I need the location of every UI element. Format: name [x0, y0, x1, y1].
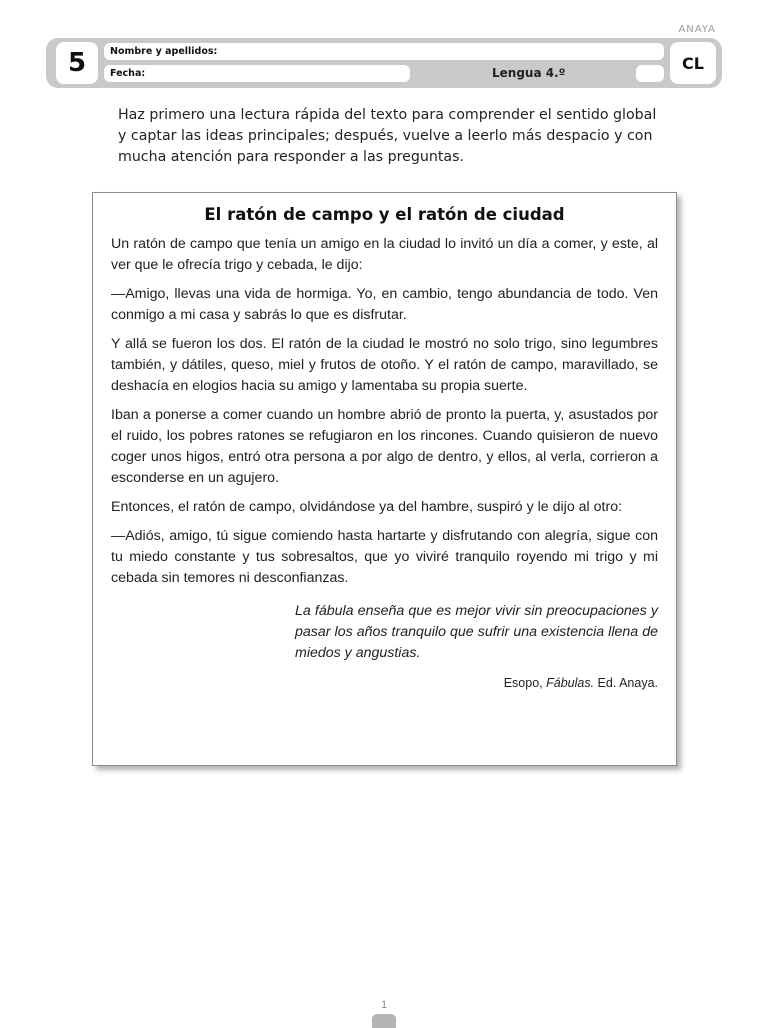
date-field[interactable]	[104, 65, 410, 82]
competence-code-badge: CL	[670, 42, 716, 84]
source-author: Esopo,	[503, 676, 547, 690]
story-paragraph: —Adiós, amigo, tú sigue comiendo hasta hartarte y disfrutando con alegría, sigue con tu miedo constante y tus sobresaltos, que yo viviré tranquilo royendo mi trigo y mi cebada sin temores ni desconfianzas.	[111, 528, 658, 586]
instructions: Haz primero una lectura rápida del texto para comprender el sentido global y captar las ideas principales; después, vuelve a leerlo más despacio y con mucha atención para responder a las preguntas.	[118, 107, 657, 165]
story-paragraph: Entonces, el ratón de campo, olvidándose ya del hambre, suspiró y le dijo al otro:	[111, 499, 623, 515]
story-paragraph: Y allá se fueron los dos. El ratón de la ciudad le mostró no solo trigo, sino legumbres también, y dátiles, queso, miel y frutos de otoño. Y el ratón de campo, maravillado, se deshacía en elogios hacia su amigo y lamentaba su propia suerte.	[111, 336, 658, 394]
course-blank-field[interactable]	[636, 65, 664, 82]
publisher-logo: ANAYA	[678, 24, 716, 35]
source-work: Fábulas.	[546, 676, 595, 690]
date-label: Fecha:	[110, 68, 146, 79]
unit-number-badge: 5	[56, 42, 98, 84]
story-paragraph: Un ratón de campo que tenía un amigo en la ciudad lo invitó un día a comer, y este, al ver que le ofrecía trigo y cebada, le dijo:	[111, 236, 658, 273]
story-title: El ratón de campo y el ratón de ciudad	[204, 205, 565, 224]
story-paragraph: Iban a ponerse a comer cuando un hombre abrió de pronto la puerta, y, asustados por el ruido, los pobres ratones se refugiaron en los rincones. Cuando quisieron de nuevo coger unos higos, entró otra persona a por algo de dentro, y ellos, al verla, corrieron a esconderse en un agujero.	[111, 407, 658, 486]
story-moral: La fábula enseña que es mejor vivir sin preocupaciones y pasar los años tranquilo que sufrir una existencia llena de miedos y angustias.	[295, 603, 658, 661]
name-label: Nombre y apellidos:	[110, 46, 218, 57]
course-label: Lengua 4.º	[492, 66, 566, 80]
page-tab	[372, 1014, 396, 1028]
source-publisher: Ed. Anaya.	[594, 676, 658, 690]
story-source	[111, 676, 658, 690]
story-paragraph: —Amigo, llevas una vida de hormiga. Yo, en cambio, tengo abundancia de todo. Ven conmigo a mi casa y sabrás lo que es disfrutar.	[111, 286, 658, 323]
reading-text-box	[92, 192, 677, 766]
page-number: 1	[380, 999, 388, 1011]
name-field[interactable]	[104, 43, 664, 60]
